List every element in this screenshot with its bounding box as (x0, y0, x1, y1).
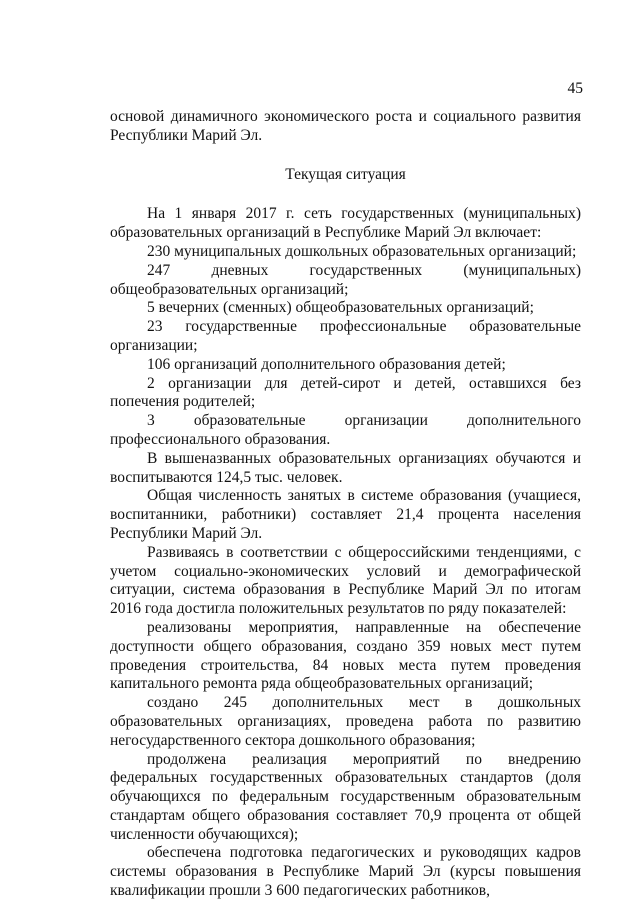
list-item: 230 муниципальных дошкольных образовательных организаций; (147, 242, 577, 260)
list-item: 3 образовательные организации дополнительного профессионального образования. (110, 412, 581, 448)
list-item: создано 245 дополнительных мест в дошкольных образовательных организациях, проведена работа по развитию негосударственного сектора дошкольного образования; (110, 694, 581, 749)
page-number: 45 (567, 80, 583, 97)
list-item: 5 вечерних (сменных) общеобразовательных организаций; (147, 299, 534, 317)
list-item: 2 организации для детей-сирот и детей, оставшихся без попечения родителей; (110, 374, 581, 411)
paragraph: Развиваясь в соответствии с общероссийскими тенденциями, с учетом социально-экономических условий и демографической ситуации, система образования в Республике Марий Эл по итогам 2016 года достигла положительных результатов по ряду показателей: (110, 543, 581, 618)
paragraph: Общая численность занятых в системе образования (учащиеся, воспитанники, работники) составляет 21,4 процента населения Республики Марий Эл. (110, 487, 581, 542)
list-item: 247 дневных государственных (муниципальных) общеобразовательных организаций; (110, 261, 581, 298)
document-body (110, 108, 581, 901)
intro-paragraph: основой динамичного экономического роста и социального развития Республики Марий Эл. (110, 108, 581, 144)
list-item: 106 организаций дополнительного образования детей; (147, 355, 506, 373)
paragraph: В вышеназванных образовательных организациях обучаются и воспитываются 124,5 тыс. человек. (110, 449, 581, 486)
list-item: продолжена реализация мероприятий по внедрению федеральных государственных образовательных стандартов (доля обучающихся по федеральным государственным образовательным стандартам общего образования составляет 70,9 процента от общей численности обучающихся); (110, 750, 581, 843)
list-item: 23 государственные профессиональные образовательные организации; (110, 318, 581, 354)
section-title: Текущая ситуация (285, 165, 406, 183)
list-item: реализованы мероприятия, направленные на обеспечение доступности общего образования, создано 359 новых мест путем проведения строительства, 84 новых места путем проведения капитального ремонта ряда общеобразовательных организаций; (110, 618, 581, 693)
list-item: обеспечена подготовка педагогических и руководящих кадров системы образования в Республике Марий Эл (курсы повышения квалификации прошли 3 600 педагогических работников, (110, 844, 581, 900)
paragraph: На 1 января 2017 г. сеть государственных (муниципальных) образовательных организаций в Республике Марий Эл включает: (110, 205, 581, 242)
